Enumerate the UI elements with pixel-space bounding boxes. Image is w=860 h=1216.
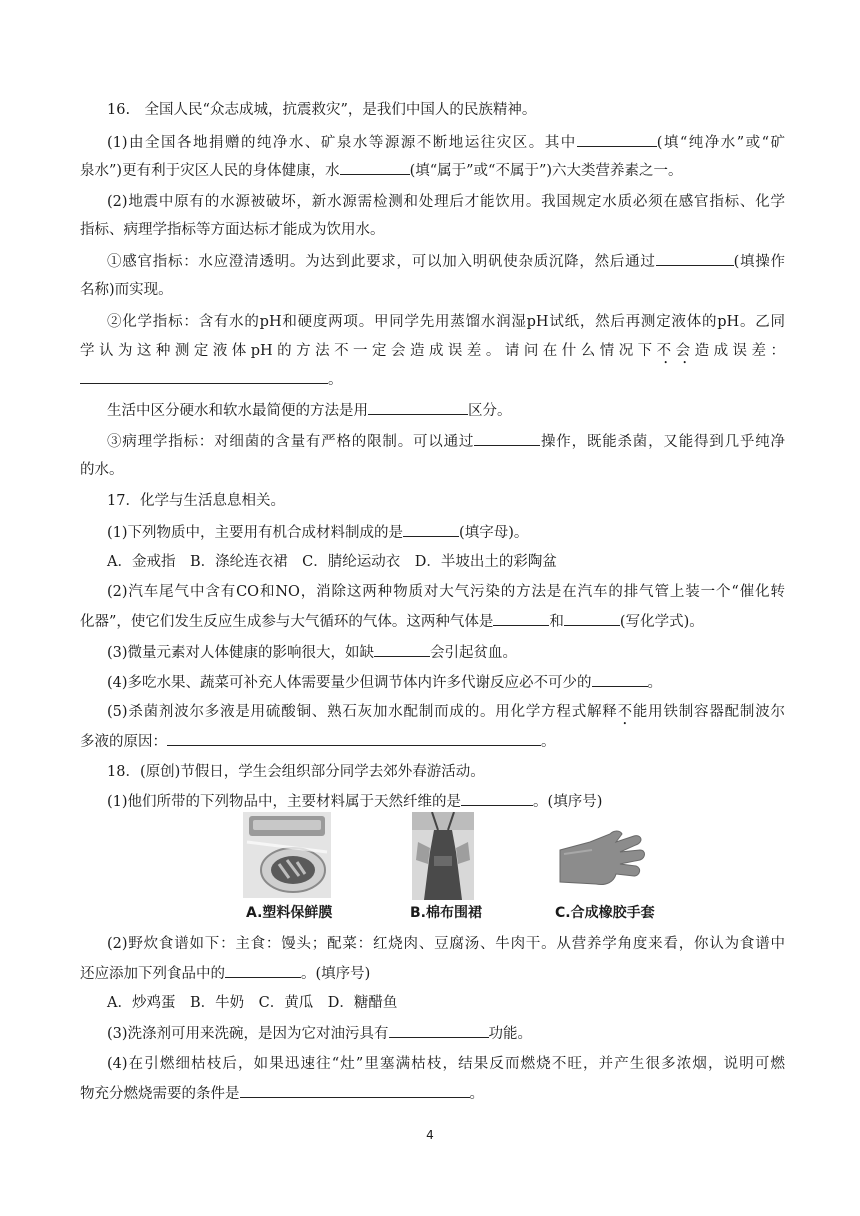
q16-part2-line2: 指标、病理学指标等方面达标才能成为饮用水。 — [80, 222, 385, 238]
answer-blank[interactable] — [493, 612, 549, 626]
answer-blank[interactable] — [474, 432, 540, 446]
answer-blank[interactable] — [240, 1084, 470, 1098]
answer-blank[interactable] — [592, 673, 648, 687]
answer-blank[interactable] — [80, 370, 328, 384]
answer-blank[interactable] — [225, 964, 301, 978]
q18-part1-line: (1)他们所带的下列物品中，主要材料属于天然纤维的是 。(填序号) — [107, 794, 603, 810]
answer-blank[interactable] — [656, 252, 734, 266]
q17-part4-line: (4)多吃水果、蔬菜可补充人体需要量少但调节体内许多代谢反应必不可少的 。 — [107, 675, 663, 691]
rubber-glove-image — [556, 820, 650, 894]
q18-part2-line1: (2)野炊食谱如下：主食：馒头；配菜：红烧肉、豆腐汤、牛肉干。从营养学角度来看，你认为食谱中 — [107, 936, 785, 952]
q18-part2-line2: 还应添加下列食品中的 。(填序号) — [80, 966, 371, 982]
answer-blank[interactable] — [368, 401, 468, 415]
answer-blank[interactable] — [340, 161, 410, 175]
cotton-apron-image — [412, 812, 474, 900]
q16-hardness-line: 生活中区分硬水和软水最简便的方法是用 区分。 — [107, 403, 512, 419]
q17-part2-line2: 化器”，使它们发生反应生成参与大气循环的气体。这两种气体是 和 (写化学式)。 — [80, 614, 704, 630]
plastic-wrap-image — [243, 812, 331, 898]
q17-part2-line1: (2)汽车尾气中含有CO和NO，消除这两种物质对大气污染的方法是在汽车的排气管上装一个“催化转 — [107, 584, 785, 600]
q17-part1-line: (1)下列物质中，主要用有机合成材料制成的是 (填字母)。 — [107, 525, 529, 541]
figure-caption-c: C.合成橡胶手套 — [555, 905, 655, 921]
q16-stem: 16. 全国人民“众志成城，抗震救灾”，是我们中国人的民族精神。 — [107, 102, 537, 118]
q17-part3-line: (3)微量元素对人体健康的影响很大，如缺 会引起贫血。 — [107, 645, 518, 661]
q16-part1-line1: (1)由全国各地捐赠的纯净水、矿泉水等源源不断地运往灾区。其中 (填“纯净水”或“矿 — [107, 135, 785, 151]
q16-sub1-line2: 名称)而实现。 — [80, 282, 173, 298]
emphasis-text: 不会 — [656, 343, 695, 359]
q18-part4-line2: 物充分燃烧需要的条件是 。 — [80, 1086, 484, 1102]
figure-caption-b: B.棉布围裙 — [410, 905, 482, 921]
answer-blank[interactable] — [564, 612, 620, 626]
q16-sub3-line2: 的水。 — [80, 462, 124, 478]
answer-blank[interactable] — [389, 1024, 489, 1038]
q16-sub3-line1: ③病理学指标：对细菌的含量有严格的限制。可以通过 操作，既能杀菌，又能得到几乎纯净 — [107, 434, 786, 450]
answer-blank[interactable] — [577, 133, 657, 147]
answer-blank[interactable] — [374, 643, 430, 657]
emphasis-text: 不 — [617, 704, 633, 720]
answer-blank[interactable] — [167, 732, 541, 746]
q16-sub2-line3: 。 — [80, 370, 785, 389]
page-number: 4 — [426, 1128, 434, 1142]
q17-stem: 17．化学与生活息息相关。 — [107, 493, 285, 509]
q17-part5-line2: 多液的原因： 。 — [80, 734, 556, 750]
answer-blank[interactable] — [461, 792, 533, 806]
figure-caption-a: A.塑料保鲜膜 — [246, 905, 333, 921]
q18-part4-line1: (4)在引燃细枯枝后，如果迅速往“灶”里塞满枯枝，结果反而燃烧不旺，并产生很多浓烟，说明可燃 — [107, 1056, 785, 1072]
q18-part3-line: (3)洗涤剂可用来洗碗，是因为它对油污具有 功能。 — [107, 1026, 533, 1042]
q16-sub2-line1: ②化学指标：含有水的pH和硬度两项。甲同学先用蒸馏水润湿pH试纸，然后再测定液体的pH。乙同 — [107, 314, 785, 330]
q16-sub1-line1: ①感官指标：水应澄清透明。为达到此要求，可以加入明矾使杂质沉降，然后通过 (填操作 — [107, 254, 785, 270]
q16-sub2-line2: 学认为这种测定液体pH的方法不一定会造成误差。请问在什么情况下不会造成误差： — [80, 343, 786, 359]
q18-part2-options: A．炒鸡蛋 B．牛奶 C．黄瓜 D．糖醋鱼 — [107, 995, 398, 1011]
q16-part2-line1: (2)地震中原有的水源被破坏，新水源需检测和处理后才能饮用。我国规定水质必须在感官指标、化学 — [107, 194, 785, 210]
q18-stem: 18．(原创)节假日，学生会组织部分同学去郊外春游活动。 — [107, 764, 485, 780]
answer-blank[interactable] — [403, 523, 459, 537]
q17-part1-options: A．金戒指 B．涤纶连衣裙 C．腈纶运动衣 D．半坡出土的彩陶盆 — [107, 554, 557, 570]
q16-part1-line2: 泉水”)更有利于灾区人民的身体健康，水 (填“属于”或“不属于”)六大类营养素之一。 — [80, 163, 683, 179]
q17-part5-line1: (5)杀菌剂波尔多液是用硫酸铜、熟石灰加水配制而成的。用化学方程式解释不能用铁制容器配制波尔 — [107, 704, 785, 720]
